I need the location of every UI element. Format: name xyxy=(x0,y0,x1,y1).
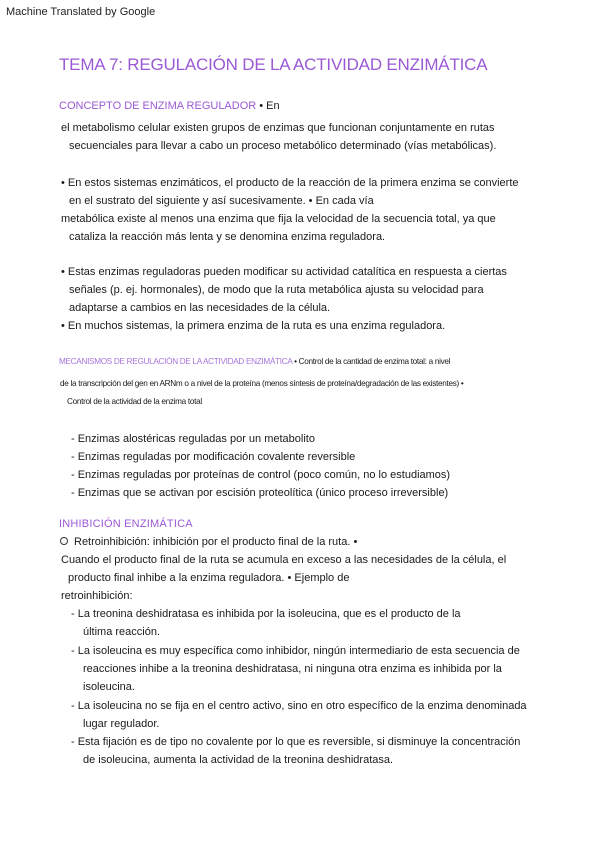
page-title: TEMA 7: REGULACIÓN DE LA ACTIVIDAD ENZIMÁTICA xyxy=(59,55,488,74)
concepto-line-2: secuenciales para llevar a cabo un proceso metabólico determinado (vías metabólicas). xyxy=(69,140,497,152)
mecanismos-line-1 xyxy=(59,357,450,366)
mecanismos-line-3: Control de la actividad de la enzima total xyxy=(67,397,202,406)
inhibicion-heading: INHIBICIÓN ENZIMÁTICA xyxy=(59,518,193,530)
concepto-line-1: el metabolismo celular existen grupos de enzimas que funcionan conjuntamente en rutas xyxy=(61,122,495,134)
example-item-2-line-2: reacciones inhibe a la treonina deshidratasa, ni ninguna otra enzima es inhibida por la xyxy=(83,663,502,675)
list-item: - Enzimas reguladas por modificación covalente reversible xyxy=(71,451,356,463)
sistemas-line-4: cataliza la reacción más lenta y se denomina enzima reguladora. xyxy=(69,231,386,243)
example-item-2-line-1: - La isoleucina es muy específica como inhibidor, ningún intermediario de esta secuencia de xyxy=(71,645,520,657)
reguladoras-line-1: • Estas enzimas reguladoras pueden modificar su actividad catalítica en respuesta a ciertas xyxy=(61,266,507,278)
sistemas-line-1: • En estos sistemas enzimáticos, el producto de la reacción de la primera enzima se convierte xyxy=(61,177,519,189)
mecanismos-heading: MECANISMOS DE REGULACIÓN DE LA ACTIVIDAD ENZIMÁTICA xyxy=(59,357,293,366)
inhibicion-line-3: retroinhibición: xyxy=(61,590,133,602)
retroinhibicion-line xyxy=(60,533,357,551)
sistemas-line-2: en el sustrato del siguiente y así sucesivamente. • En cada vía xyxy=(69,195,374,207)
hollow-circle-bullet-icon xyxy=(60,537,68,545)
list-item: - Enzimas que se activan por escisión proteolítica (único proceso irreversible) xyxy=(71,487,449,499)
example-item-1-line-1: - La treonina deshidratasa es inhibida por la isoleucina, que es el producto de la xyxy=(71,608,461,620)
list-item: - Enzimas alostéricas reguladas por un metabolito xyxy=(71,433,315,445)
retroinhibicion-text: Retroinhibición: inhibición por el producto final de la ruta. • xyxy=(74,536,358,548)
example-item-3-line-1: - La isoleucina no se fija en el centro activo, sino en otro específico de la enzima denominada xyxy=(71,700,527,712)
sistemas-line-3: metabólica existe al menos una enzima que fija la velocidad de la secuencia total, ya que xyxy=(61,213,496,225)
example-item-3-line-2: lugar regulador. xyxy=(83,718,160,730)
example-item-1-line-2: última reacción. xyxy=(83,626,161,638)
reguladoras-line-4: • En muchos sistemas, la primera enzima de la ruta es una enzima reguladora. xyxy=(61,320,446,332)
reguladoras-line-2: señales (p. ej. hormonales), de modo que la ruta metabólica ajusta su velocidad para xyxy=(69,284,484,296)
list-item: - Enzimas reguladas por proteínas de control (poco común, no lo estudiamos) xyxy=(71,469,451,481)
concepto-heading: CONCEPTO DE ENZIMA REGULADOR xyxy=(59,100,257,112)
inhibicion-line-2: producto final inhibe a la enzima reguladora. • Ejemplo de xyxy=(68,572,350,584)
concepto-section xyxy=(59,97,280,115)
mecanismos-lead: • Control de la cantidad de enzima total: a nivel xyxy=(292,357,451,366)
machine-translated-label: Machine Translated by Google xyxy=(6,6,156,18)
concepto-lead: • En xyxy=(256,100,280,112)
reguladoras-line-3: adaptarse a cambios en las necesidades de la célula. xyxy=(69,302,331,314)
inhibicion-line-1: Cuando el producto final de la ruta se acumula en exceso a las necesidades de la célula, el xyxy=(61,554,507,566)
mecanismos-line-2: de la transcripción del gen en ARNm o a nivel de la proteína (menos síntesis de proteína/degradación de las existentes) • xyxy=(60,379,464,388)
example-item-2-line-3: isoleucina. xyxy=(83,681,135,693)
example-item-4-line-2: de isoleucina, aumenta la actividad de la treonina deshidratasa. xyxy=(83,754,394,766)
example-item-4-line-1: - Esta fijación es de tipo no covalente por lo que es reversible, si disminuye la concentración xyxy=(71,736,521,748)
